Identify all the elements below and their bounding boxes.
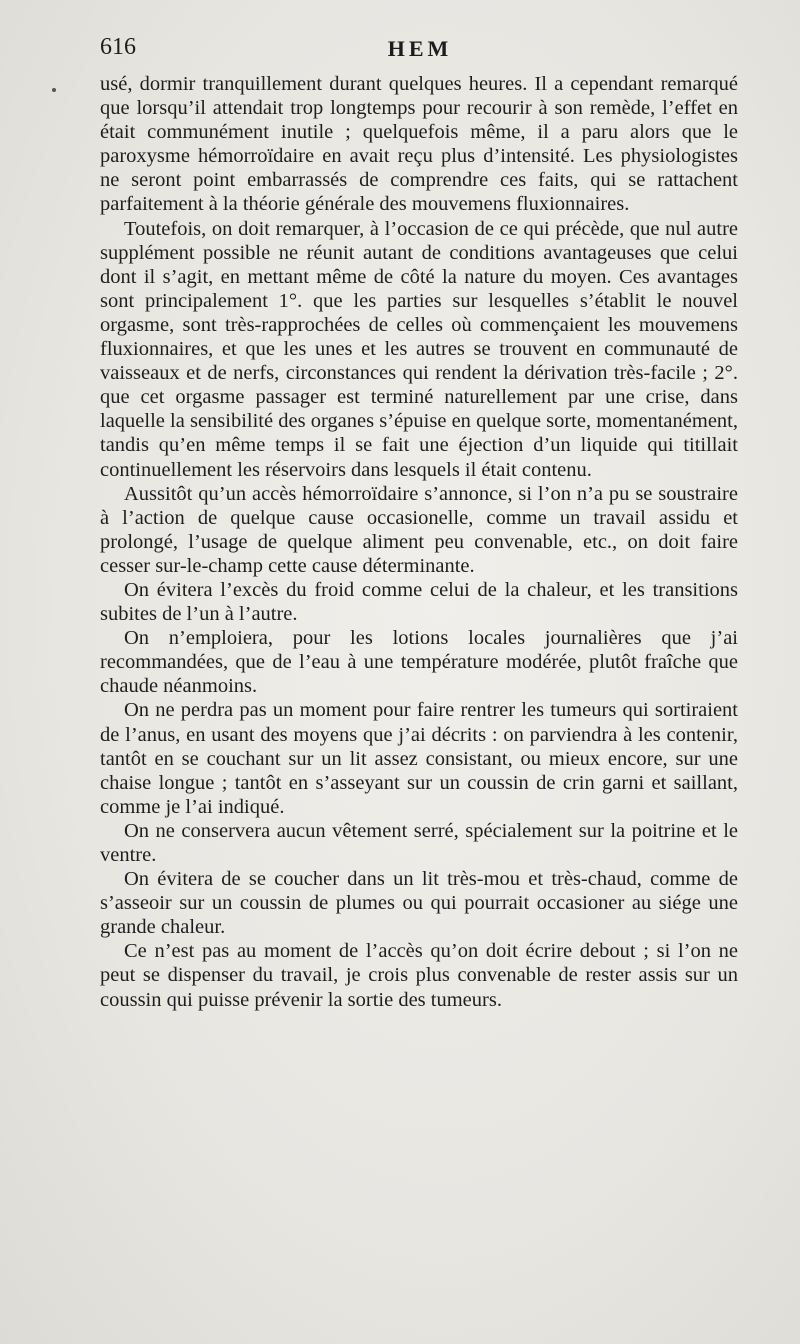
body-text [100,72,738,1012]
paragraph: On ne conservera aucun vêtement serré, spécialement sur la poitrine et le ventre. [100,819,738,866]
page-number: 616 [100,34,136,60]
paragraph: Aussitôt qu’un accès hémorroïdaire s’annonce, si l’on n’a pu se soustraire à l’action de quelque cause occasionelle, comme un travail assidu et prolongé, l’usage de quelque aliment peu convenable, etc., on doit faire cesser sur-le-champ cette cause déterminante. [100,482,738,577]
paragraph: usé, dormir tranquillement durant quelques heures. Il a cependant remarqué que lorsqu’il attendait trop longtemps pour recourir à son remède, l’effet en était communément inutile ; quelquefois même, il a paru alors que le paroxysme hémorroïdaire en avait reçu plus d’intensité. Les physiologistes ne seront point embarrassés de comprendre ces faits, qui se rattachent parfaitement à la théorie générale des mouvemens fluxionnaires. [100,73,738,216]
paragraph: On évitera l’excès du froid comme celui de la chaleur, et les transitions subites de l’un à l’autre. [100,578,738,626]
page-header [100,34,740,70]
paragraph: On évitera de se coucher dans un lit très-mou et très-chaud, comme de s’asseoir sur un coussin de plumes ou qui pourrait occasioner au siége une grande chaleur. [100,868,738,939]
paragraph: On n’emploiera, pour les lotions locales journalières que j’ai recommandées, que de l’eau à une température modérée, plutôt fraîche que chaude néanmoins. [100,627,738,698]
paragraph: Ce n’est pas au moment de l’accès qu’on doit écrire debout ; si l’on ne peut se dispenser du travail, je crois plus convenable de rester assis sur un coussin qui puisse prévenir la sortie des tumeurs. [100,940,738,1011]
running-head: HEM [387,36,453,61]
paragraph: On ne perdra pas un moment pour faire rentrer les tumeurs qui sortiraient de l’anus, en usant des moyens que j’ai décrits : on parviendra à les contenir, tantôt en se couchant sur un lit assez consistant, ou mieux encore, sur une chaise longue ; tantôt en s’asseyant sur un coussin de crin garni et saillant, comme je l’ai indiqué. [100,699,738,818]
margin-speck [52,88,56,92]
paragraph: Toutefois, on doit remarquer, à l’occasion de ce qui précède, que nul autre supplément possible ne réunit autant de conditions avantageuses que celui dont il s’agit, en mettant même de côté la nature du moyen. Ces avantages sont principalement 1°. que les parties sur lesquelles s’établit le nouvel orgasme, sont très-rapprochées de celles où commençaient les mouvemens fluxionnaires, et que les unes et les autres se trouvent en communauté de vaisseaux et de nerfs, circonstances qui rendent la dérivation très-facile ; 2°. que cet orgasme passager est terminé naturellement par une crise, dans laquelle la sensibilité des organes s’épuise en quelque sorte, momentanément, tandis qu’en même temps il se fait une éjection d’un liquide qui titillait continuellement les réservoirs dans lesquels il était contenu. [100,217,738,481]
